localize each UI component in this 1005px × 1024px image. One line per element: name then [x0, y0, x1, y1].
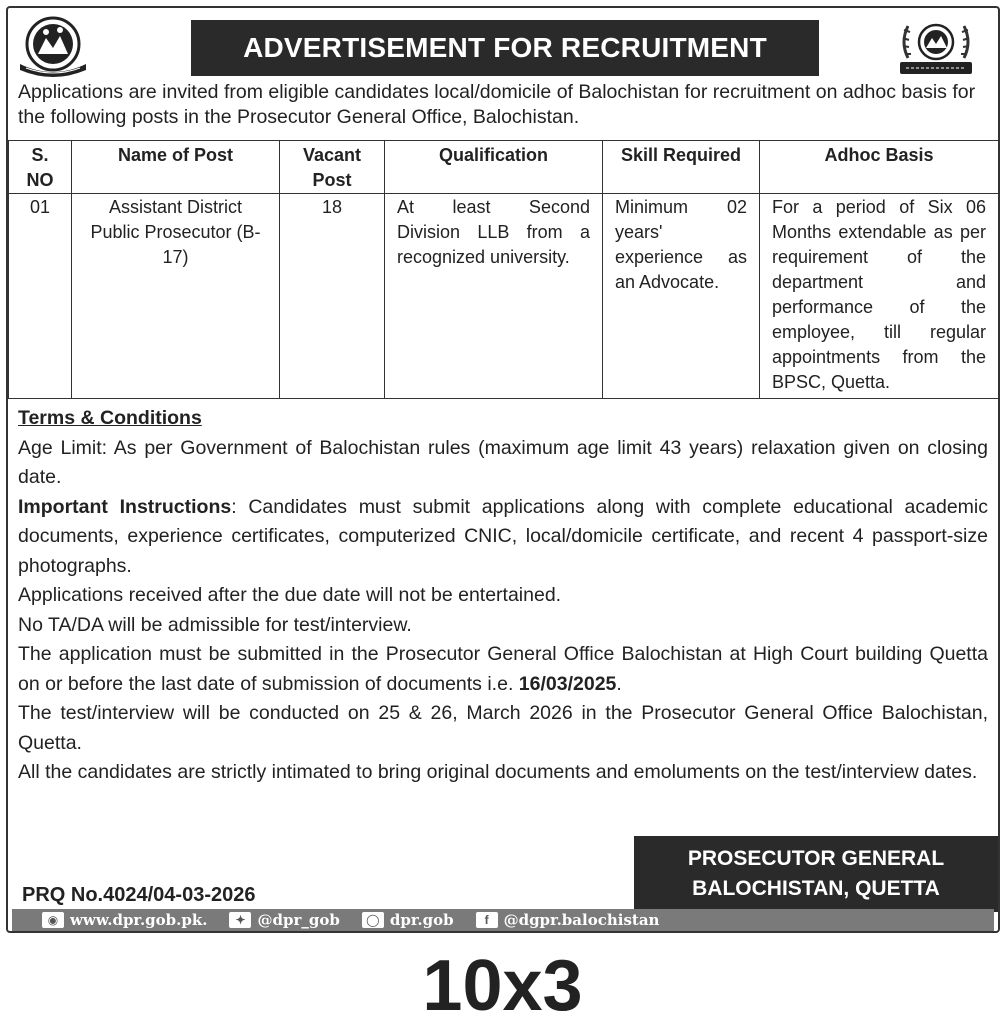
due-date-note: Applications received after the due date will not be entertained.: [18, 584, 562, 606]
header-skill-required: Skill Required: [603, 141, 760, 194]
header-vacant-post: Vacant Post: [280, 141, 385, 194]
twitter-handle: @dpr_gob: [257, 911, 340, 929]
terms-section: [18, 404, 988, 788]
cell-post-name: Assistant District Public Prosecutor (B-17): [72, 194, 280, 399]
signature-block: [634, 836, 998, 912]
header-qualification: Qualification: [385, 141, 603, 194]
submission-end: .: [616, 672, 622, 695]
prq-number: PRQ No.4024/04-03-2026: [22, 884, 256, 906]
facebook-handle: @dgpr.balochistan: [503, 911, 660, 929]
header-post-name: Name of Post: [72, 141, 280, 194]
twitter-icon: ✦: [229, 912, 251, 928]
header-sno: S. NO: [9, 141, 72, 194]
header-adhoc-basis: Adhoc Basis: [760, 141, 999, 194]
cell-skill-required: Minimum 02 years' experience as an Advocate.: [603, 194, 760, 399]
instructions-label: Important Instructions: [18, 495, 232, 518]
table-row: [9, 194, 999, 399]
signature-line-2: BALOCHISTAN, QUETTA: [692, 877, 940, 900]
footer-contact-bar: [12, 909, 994, 931]
balochistan-emblem-logo: [16, 12, 90, 82]
terms-heading: Terms & Conditions: [18, 407, 202, 429]
original-documents-note: All the candidates are strictly intimated to bring original documents and emoluments on the test/interview dates.: [18, 761, 978, 783]
submission-note: [18, 640, 988, 699]
ad-size-label: 10x3: [422, 946, 583, 1024]
cell-vacant-post: 18: [280, 194, 385, 399]
cell-adhoc-basis: For a period of Six 06 Months extendable as per requirement of the department and performance of the employee, till regular appointments from the BPSC, Quetta.: [760, 194, 999, 399]
cell-qualification: At least Second Division LLB from a recognized university.: [385, 194, 603, 399]
footer-facebook[interactable]: [476, 911, 660, 929]
signature-line-1: PROSECUTOR GENERAL: [687, 847, 945, 870]
globe-icon: ◉: [42, 912, 64, 928]
submission-text: The application must be submitted in the Prosecutor General Office Balochistan at High Court building Quetta on or before the last date of submission of documents i.e.: [18, 643, 988, 695]
submission-date: 16/03/2025: [518, 672, 617, 695]
dgpr-emblem-logo: [894, 14, 978, 82]
footer-instagram[interactable]: [362, 911, 454, 929]
facebook-icon: f: [476, 912, 498, 928]
footer-twitter[interactable]: [229, 911, 339, 929]
age-limit-text: Age Limit: As per Government of Balochistan rules (maximum age limit 43 years) relaxation given on closing date.: [18, 436, 988, 488]
ta-da-note: No TA/DA will be admissible for test/interview.: [18, 613, 412, 636]
important-instructions: [18, 493, 988, 582]
intro-paragraph: Applications are invited from eligible candidates local/domicile of Balochistan for recruitment on adhoc basis for the following posts in the Prosecutor General Office, Balochistan.: [18, 81, 976, 128]
instructions-text: : Candidates must submit applications along with complete educational academic documents, experience certificates, computerized CNIC, local/domicile certificate, and recent 4 passport-size photographs.: [18, 495, 988, 577]
advertisement-frame: [6, 6, 1000, 933]
instagram-icon: ◯: [362, 912, 384, 928]
instagram-handle: dpr.gob: [389, 911, 454, 929]
table-header-row: [9, 141, 999, 194]
footer-website[interactable]: [42, 911, 207, 929]
advertisement-title: ADVERTISEMENT FOR RECRUITMENT: [191, 20, 819, 76]
website-text: www.dpr.gob.pk.: [70, 911, 208, 929]
posts-table: [8, 140, 999, 399]
test-interview-note: The test/interview will be conducted on 25 & 26, March 2026 in the Prosecutor General Office Balochistan, Quetta.: [18, 702, 988, 754]
cell-sno: 01: [9, 194, 72, 399]
